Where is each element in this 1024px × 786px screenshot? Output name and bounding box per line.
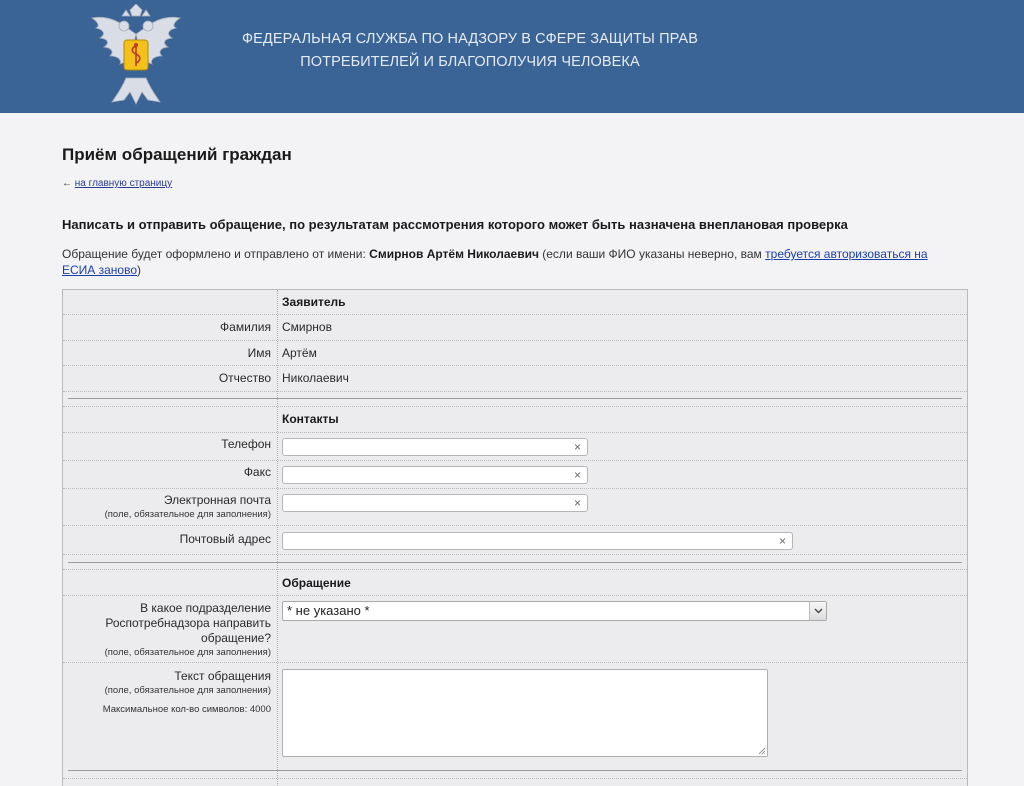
- division-select[interactable]: [282, 601, 827, 621]
- division-selected-value: * не указано *: [287, 603, 370, 618]
- fax-label: Факс: [243, 465, 271, 479]
- emblem-icon: [86, 4, 186, 108]
- site-header: [0, 0, 1024, 113]
- reauth-esia-link[interactable]: требуется авторизоваться на ЕСИА заново: [62, 247, 928, 277]
- row-divider: [63, 488, 967, 489]
- clear-address-icon[interactable]: ×: [778, 534, 786, 548]
- section-appeal-title: Обращение: [282, 576, 351, 590]
- section-contacts-title: Контакты: [282, 412, 339, 426]
- email-input[interactable]: [282, 494, 588, 512]
- back-to-home-link[interactable]: на главную страницу: [74, 178, 173, 189]
- resize-grip-icon[interactable]: [758, 747, 766, 755]
- surname-value: Смирнов: [282, 320, 332, 334]
- section-separator: [68, 770, 962, 771]
- section-separator: [68, 562, 962, 563]
- back-link-row: [62, 178, 172, 189]
- appeal-textarea[interactable]: [282, 669, 768, 757]
- row-divider: [63, 569, 967, 570]
- header-title: [230, 28, 710, 74]
- appeal-text-label: Текст обращения: [174, 669, 271, 683]
- row-divider: [63, 406, 967, 407]
- phone-input[interactable]: [282, 438, 588, 456]
- division-label-group: [71, 601, 271, 659]
- name-label: Имя: [247, 346, 271, 360]
- text-label-group: [103, 669, 271, 716]
- postal-address-input[interactable]: [282, 532, 793, 550]
- division-label: В какое подразделение Роспотребнадзора направить обращение?: [105, 601, 271, 645]
- chevron-down-icon: [814, 608, 823, 614]
- max-chars-note: Максимальное кол-во символов: 4000: [102, 704, 271, 715]
- main-content: [0, 113, 1024, 786]
- row-divider: [63, 778, 967, 779]
- email-required-note: (поле, обязательное для заполнения): [104, 509, 271, 520]
- row-divider: [63, 460, 967, 461]
- row-divider: [63, 525, 967, 526]
- row-divider: [63, 554, 967, 555]
- header-title-line1: ФЕДЕРАЛЬНАЯ СЛУЖБА ПО НАДЗОРУ В СФЕРЕ ЗАЩИТЫ ПРАВ: [242, 31, 698, 47]
- row-divider: [63, 391, 967, 392]
- section-subtitle: Написать и отправить обращение, по результатам рассмотрения которого может быть назначена внеплановая проверка: [62, 217, 848, 232]
- back-arrow-icon: ←: [62, 178, 72, 189]
- name-value: Артём: [282, 346, 317, 360]
- patronymic-label: Отчество: [218, 371, 271, 385]
- clear-phone-icon[interactable]: ×: [573, 440, 581, 454]
- note-middle: (если ваши ФИО указаны неверно, вам: [542, 247, 762, 261]
- email-label-group: [105, 493, 271, 521]
- clear-email-icon[interactable]: ×: [573, 496, 581, 510]
- note-suffix: ): [137, 262, 142, 277]
- clear-fax-icon[interactable]: ×: [573, 468, 581, 482]
- appeal-text-required-note: (поле, обязательное для заполнения): [104, 685, 271, 696]
- row-divider: [63, 432, 967, 433]
- row-divider: [63, 662, 967, 663]
- surname-label: Фамилия: [220, 320, 271, 334]
- row-divider: [63, 595, 967, 596]
- phone-label: Телефон: [221, 437, 271, 451]
- row-divider: [63, 340, 967, 341]
- section-separator: [68, 398, 962, 399]
- section-applicant-title: Заявитель: [282, 295, 346, 309]
- fax-input[interactable]: [282, 466, 588, 484]
- dropdown-arrow[interactable]: [809, 602, 826, 620]
- row-divider: [63, 365, 967, 366]
- sender-note: [62, 247, 962, 278]
- patronymic-value: Николаевич: [282, 371, 349, 385]
- email-label: Электронная почта: [163, 493, 271, 507]
- postal-address-label: Почтовый адрес: [179, 532, 271, 546]
- page-title: Приём обращений граждан: [62, 145, 292, 164]
- appeal-form: [62, 289, 968, 786]
- row-divider: [63, 314, 967, 315]
- division-required-note: (поле, обязательное для заполнения): [104, 647, 271, 658]
- note-prefix: Обращение будет оформлено и отправлено от имени:: [62, 247, 366, 261]
- sender-name: Смирнов Артём Николаевич: [369, 247, 539, 261]
- header-title-line2: ПОТРЕБИТЕЛЕЙ И БЛАГОПОЛУЧИЯ ЧЕЛОВЕКА: [300, 54, 640, 70]
